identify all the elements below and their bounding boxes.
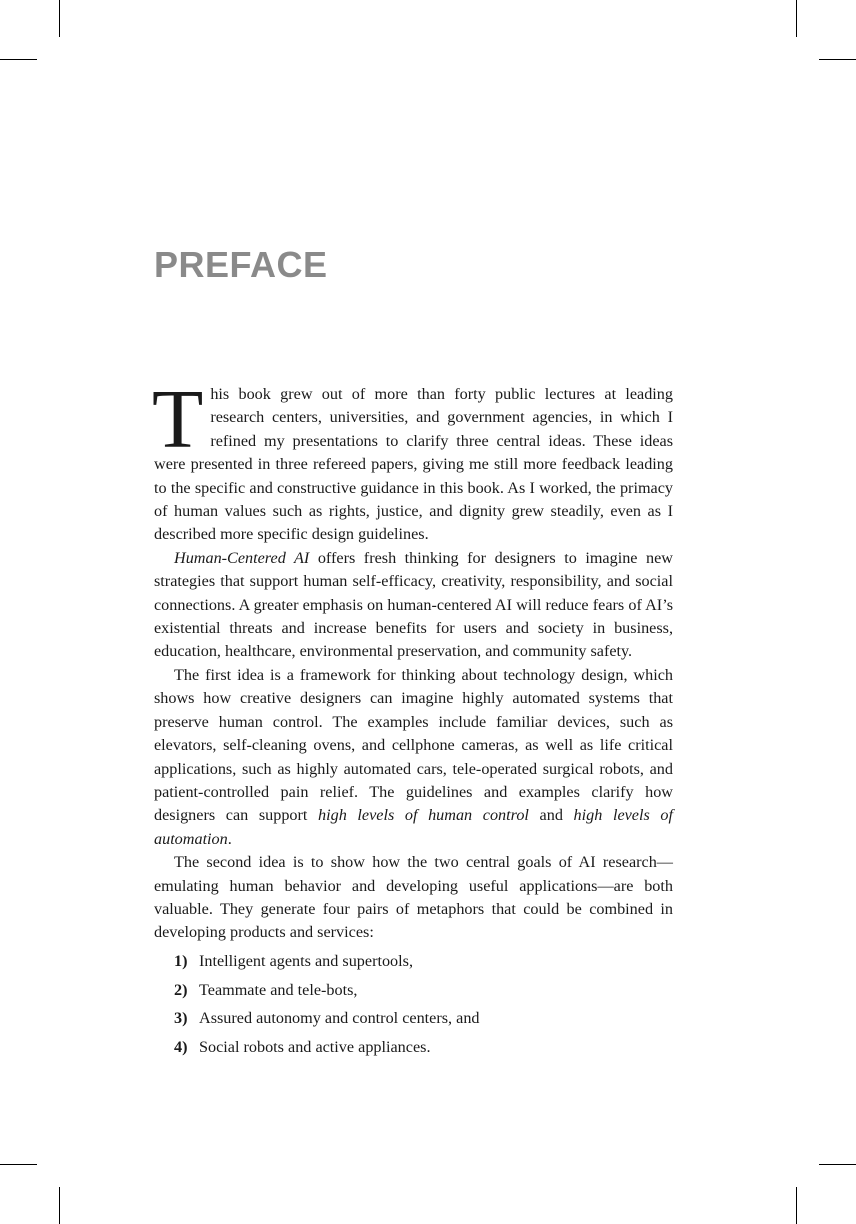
list-item-text: Teammate and tele-bots, (199, 980, 358, 999)
page-title: PREFACE (154, 244, 328, 285)
list-item (174, 1036, 480, 1065)
list-number: 4) (174, 1037, 188, 1056)
list-item-text: Social robots and active appliances. (199, 1037, 431, 1056)
metaphor-list (174, 950, 480, 1064)
crop-mark-top-left-horizontal (0, 59, 37, 60)
list-item (174, 950, 480, 979)
drop-cap: T (152, 373, 204, 466)
list-item-text: Intelligent agents and supertools, (199, 952, 413, 970)
paragraph-3-end: . (227, 829, 232, 848)
crop-mark-bottom-right (796, 1187, 797, 1224)
book-title-italic: Human-Centered AI (174, 548, 310, 567)
paragraph-4 (154, 851, 673, 945)
crop-mark-bottom-left-horizontal (0, 1164, 37, 1165)
crop-mark-top-right (796, 0, 797, 37)
paragraph-1-text: his book grew out of more than forty public lectures at leading research centers, universities, and government agencies, in which I refined my presentations to clarify three central ideas. These ideas were presented in three refereed papers, giving me still more feedback leading to the specific and constructive guidance in this book. As I worked, the primacy of human values such as rights, justice, and dignity grew steadily, even as I described more specific design guidelines. (154, 385, 673, 544)
paragraph-4-text: The second idea is to show how the two central goals of AI research—emulating human behavior and developing useful applications—are both valuable. They generate four pairs of metaphors that could be combined in developing products and services: (154, 853, 673, 942)
italic-phrase-human-control: high levels of human control (318, 806, 529, 825)
list-number: 2) (174, 980, 188, 999)
list-number: 3) (174, 1009, 188, 1027)
body-text (152, 373, 673, 945)
crop-mark-top-left (59, 0, 60, 37)
crop-mark-bottom-left (59, 1187, 60, 1224)
list-number: 1) (174, 952, 188, 970)
paragraph-3-text: The first idea is a framework for thinking about technology design, which shows how creative designers can imagine highly automated systems that preserve human control. The examples include familiar devices, such as elevators, self-cleaning ovens, and cellphone cameras, as well as life critical applications, such as highly automated cars, tele-operated surgical robots, and patient-controlled pain relief. The guidelines and examples clarify how designers can support (154, 665, 673, 825)
list-item-text: Assured autonomy and control centers, and (199, 1009, 480, 1027)
paragraph-2-text: offers fresh thinking for designers to imagine new strategies that support human self-efficacy, creativity, responsibility, and social connections. A greater emphasis on human-centered AI will reduce fears of AI’s existential threats and increase benefits for users and society in business, education, healthcare, environmental preservation, and community safety. (154, 548, 673, 661)
crop-mark-top-right-horizontal (819, 59, 856, 60)
italic-phrase-automation: high levels of automation (154, 806, 673, 848)
paragraph-1 (152, 373, 673, 547)
paragraph-3 (154, 664, 673, 851)
list-item (174, 1007, 480, 1036)
list-item (174, 979, 480, 1008)
paragraph-2 (154, 547, 673, 664)
paragraph-3-and: and (528, 806, 574, 825)
crop-mark-bottom-right-horizontal (819, 1164, 856, 1165)
